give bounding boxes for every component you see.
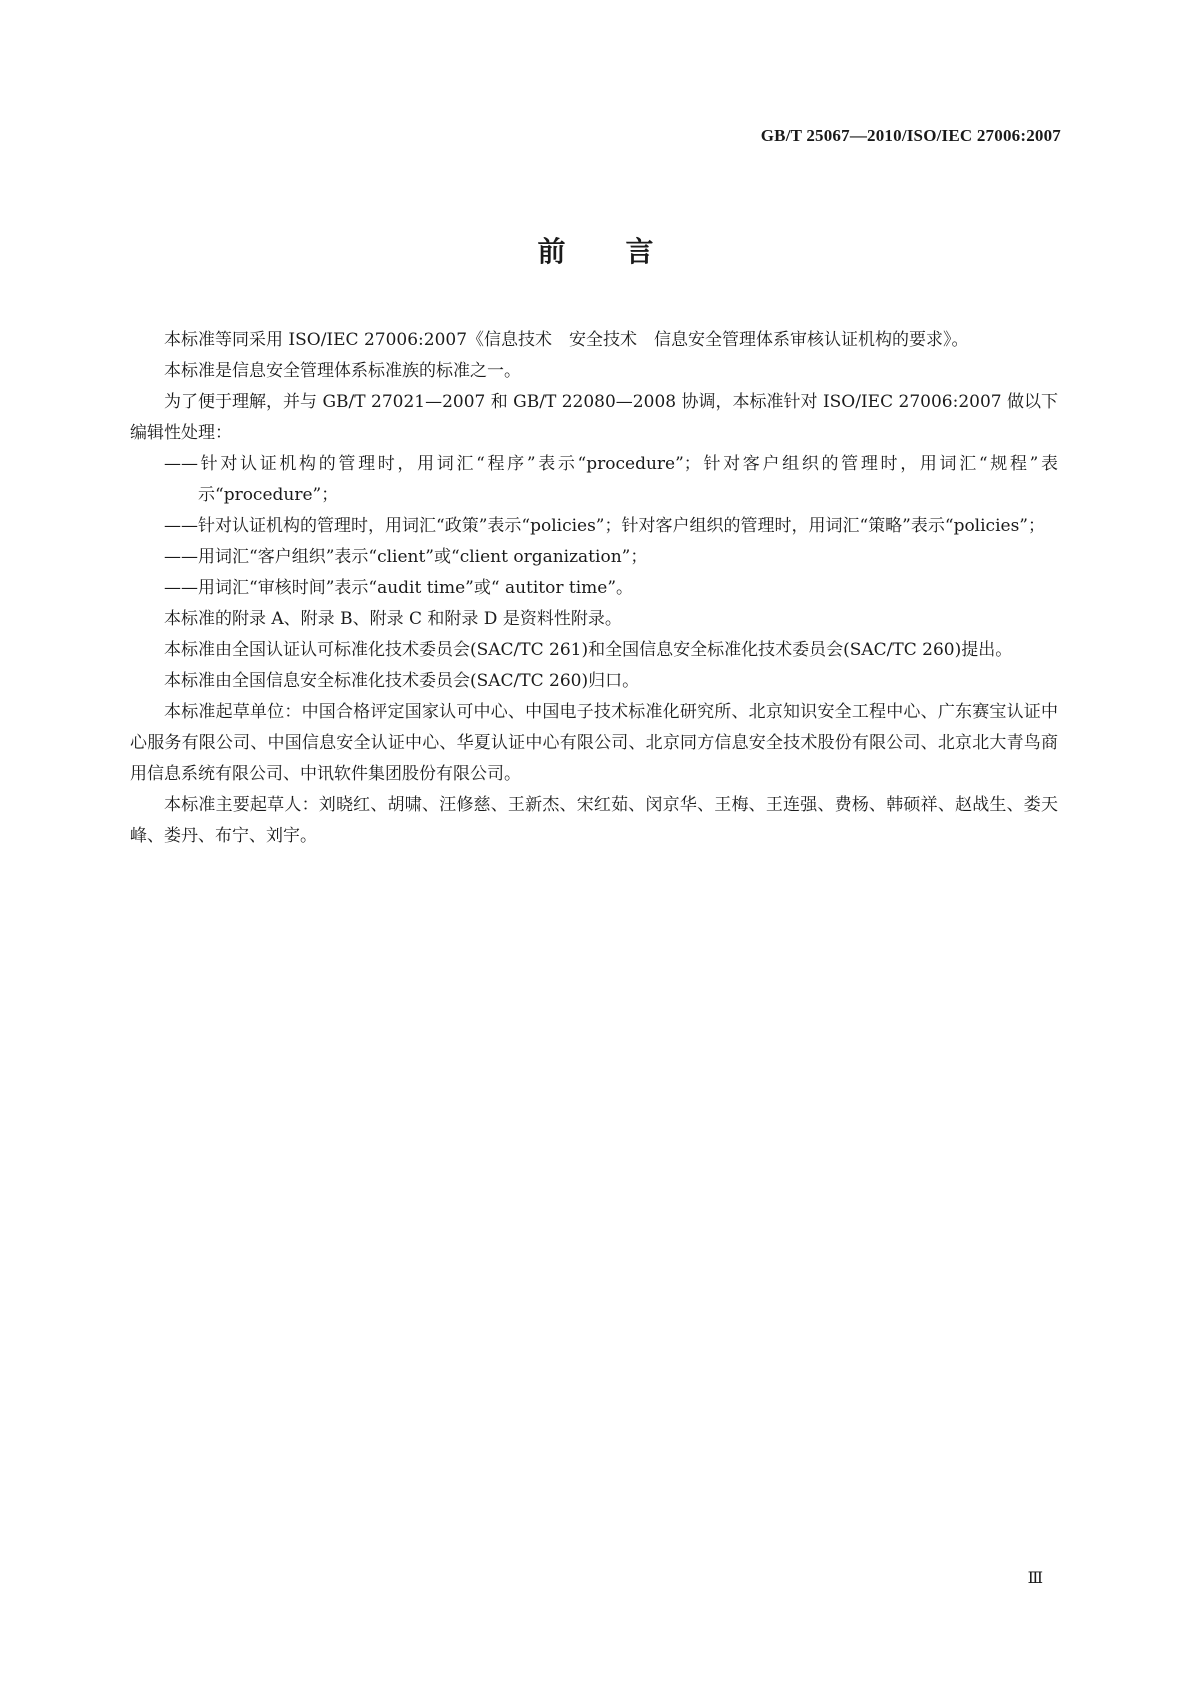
paragraph-drafters: 本标准主要起草人：刘晓红、胡啸、汪修慈、王新杰、宋红茹、闵京华、王梅、王连强、费杨、韩硕祥、赵战生、娄天峰、娄丹、布宁、刘宇。 — [130, 795, 1058, 846]
standard-code-header: GB/T 25067—2010/ISO/IEC 27006:2007 — [760, 126, 1061, 145]
page-title: 前言 — [537, 235, 714, 268]
list-item-procedure: ——针对认证机构的管理时，用词汇“程序”表示“procedure”；针对客户组织的管理时，用词汇“规程”表示“procedure”； — [164, 454, 1058, 505]
foreword-body — [130, 325, 1058, 852]
paragraph-standard-family: 本标准是信息安全管理体系标准族的标准之一。 — [164, 361, 521, 381]
page-number: Ⅲ — [1027, 1570, 1043, 1587]
paragraph-annexes: 本标准的附录 A、附录 B、附录 C 和附录 D 是资料性附录。 — [164, 609, 622, 629]
paragraph-proposed-by: 本标准由全国认证认可标准化技术委员会(SAC/TC 261)和全国信息安全标准化技术委员会(SAC/TC 260)提出。 — [164, 640, 1013, 660]
list-item-client: ——用词汇“客户组织”表示“client”或“client organization”； — [164, 547, 648, 567]
paragraph-administered-by: 本标准由全国信息安全标准化技术委员会(SAC/TC 260)归口。 — [164, 671, 640, 691]
list-item-audit-time: ——用词汇“审核时间”表示“audit time”或“ autitor time”。 — [164, 578, 634, 598]
list-item-policies: ——针对认证机构的管理时，用词汇“政策”表示“policies”；针对客户组织的管理时，用词汇“策略”表示“policies”； — [164, 516, 1045, 536]
paragraph-editorial-changes: 为了便于理解，并与 GB/T 27021—2007 和 GB/T 22080—2008 协调，本标准针对 ISO/IEC 27006:2007 做以下编辑性处理： — [130, 392, 1058, 443]
paragraph-drafting-units: 本标准起草单位：中国合格评定国家认可中心、中国电子技术标准化研究所、北京知识安全工程中心、广东赛宝认证中心服务有限公司、中国信息安全认证中心、华夏认证中心有限公司、北京同方信息安全技术股份有限公司、北京北大青鸟商用信息系统有限公司、中讯软件集团股份有限公司。 — [130, 702, 1058, 784]
paragraph-adoption: 本标准等同采用 ISO/IEC 27006:2007《信息技术 安全技术 信息安全管理体系审核认证机构的要求》。 — [164, 330, 969, 350]
